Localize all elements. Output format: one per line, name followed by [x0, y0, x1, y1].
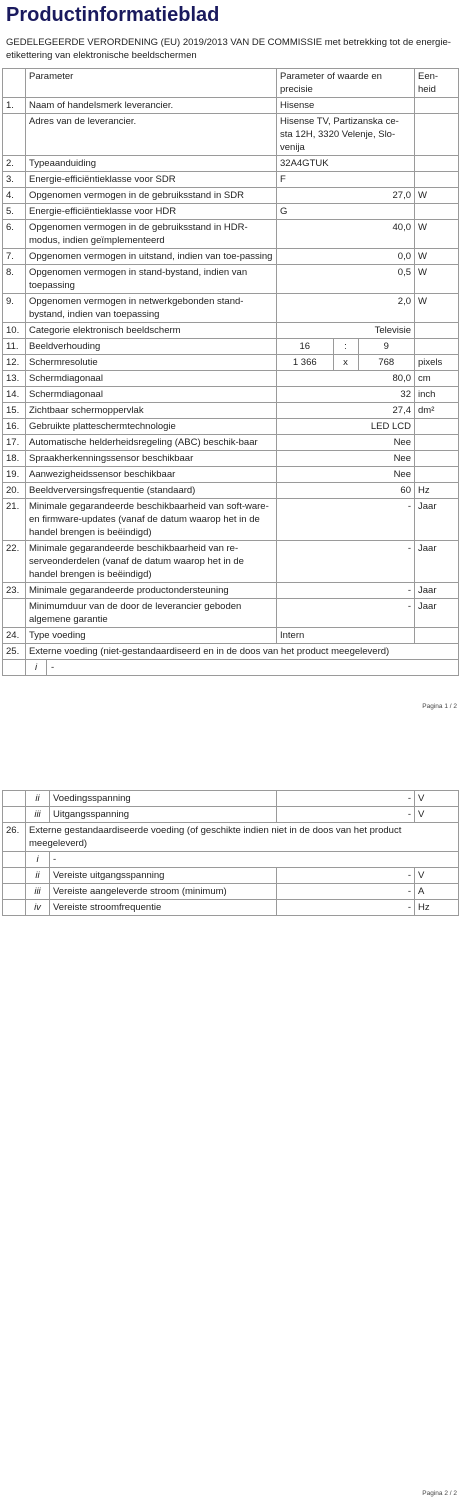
row-unit: cm	[415, 371, 459, 387]
table-row	[3, 339, 459, 355]
row-unit	[415, 435, 459, 451]
row-label: Opgenomen vermogen in uitstand, indien van toe-passing	[26, 249, 277, 265]
row-value: Nee	[277, 451, 415, 467]
row-label: Vereiste aangeleverde stroom (minimum)	[50, 884, 277, 900]
row-value: 0,0	[277, 249, 415, 265]
row-number: 2.	[3, 156, 26, 172]
table-row	[3, 435, 459, 451]
row-unit: dm²	[415, 403, 459, 419]
row-value: 32	[277, 387, 415, 403]
row-label: Zichtbaar schermoppervlak	[26, 403, 277, 419]
row-value: -	[277, 541, 415, 583]
row-number: 4.	[3, 188, 26, 204]
row-number: 14.	[3, 387, 26, 403]
page-number-2: Pagina 2 / 2	[422, 1490, 457, 1497]
table-row-25: 25. Externe voeding (niet-gestandaardiseerd en in de doos van het product meegeleverd)	[3, 644, 459, 660]
table-row	[3, 188, 459, 204]
row-unit: W	[415, 249, 459, 265]
row-number: 13.	[3, 371, 26, 387]
product-info-table	[2, 68, 459, 676]
row-value: -	[277, 791, 415, 807]
table-row	[3, 249, 459, 265]
row-unit	[415, 628, 459, 644]
row-label: Minimale gegarandeerde productondersteuning	[26, 583, 277, 599]
row-label: Opgenomen vermogen in de gebruiksstand in HDR-modus, indien geïmplementeerd	[26, 220, 277, 249]
row-value: G	[277, 204, 415, 220]
row-label: Vereiste uitgangsspanning	[50, 868, 277, 884]
row-number: 15.	[3, 403, 26, 419]
row-value: Televisie	[277, 323, 415, 339]
row-number: 20.	[3, 483, 26, 499]
row-number: 1.	[3, 98, 26, 114]
row-label: Typeaanduiding	[26, 156, 277, 172]
row-label: Gebruikte platteschermtechnologie	[26, 419, 277, 435]
table-row	[3, 294, 459, 323]
row-unit: inch	[415, 387, 459, 403]
row-unit	[415, 204, 459, 220]
row-unit: W	[415, 294, 459, 323]
row-value: 16 : 9	[277, 339, 415, 355]
row-label: Minimale gegarandeerde beschikbaarheid van re-serveonderdelen (vanaf de datum waarop het in de handel brengen is beëindigd)	[26, 541, 277, 583]
row-label: Schermresolutie	[26, 355, 277, 371]
table-row	[3, 807, 459, 823]
row-unit: Hz	[415, 900, 459, 916]
row-value: 1 366 x 768	[277, 355, 415, 371]
row-label: Automatische helderheidsregeling (ABC) beschik-baar	[26, 435, 277, 451]
row-unit: V	[415, 807, 459, 823]
row-unit	[415, 467, 459, 483]
row-label: Naam of handelsmerk leverancier.	[26, 98, 277, 114]
row-label: Energie-efficiëntieklasse voor HDR	[26, 204, 277, 220]
table-row	[3, 791, 459, 807]
regulation-subtitle: GEDELEGEERDE VERORDENING (EU) 2019/2013 VAN DE COMMISSIE met betrekking tot de energie-etikettering van elektronische beeldschermen	[6, 37, 451, 61]
row-value: -	[277, 884, 415, 900]
row-label: Beeldverhouding	[26, 339, 277, 355]
row-unit	[415, 172, 459, 188]
table-row	[3, 220, 459, 249]
row-value: -	[277, 868, 415, 884]
table-row	[3, 265, 459, 294]
row-label: Type voeding	[26, 628, 277, 644]
row-number: 9.	[3, 294, 26, 323]
header-unit: Een-heid	[415, 69, 459, 98]
table-row	[3, 387, 459, 403]
page-title: Productinformatieblad	[6, 4, 220, 26]
row-unit: W	[415, 188, 459, 204]
row-number: 16.	[3, 419, 26, 435]
row-number	[3, 599, 26, 628]
row-unit: pixels	[415, 355, 459, 371]
row-label: Schermdiagonaal	[26, 387, 277, 403]
row-number: 18.	[3, 451, 26, 467]
table-row	[3, 323, 459, 339]
table-row	[3, 419, 459, 435]
row-label: Externe voeding (niet-gestandaardiseerd en in de doos van het product meegeleverd)	[26, 644, 459, 660]
row-value: 80,0	[277, 371, 415, 387]
row-value: 40,0	[277, 220, 415, 249]
row-unit	[415, 323, 459, 339]
row-value: -	[277, 599, 415, 628]
table-row	[3, 868, 459, 884]
row-unit: W	[415, 220, 459, 249]
table-row-26-i	[3, 852, 459, 868]
row-unit	[415, 98, 459, 114]
row-number: 8.	[3, 265, 26, 294]
row-unit	[415, 114, 459, 156]
page-number-1: Pagina 1 / 2	[422, 703, 457, 710]
table-row	[3, 451, 459, 467]
row-label: Minimale gegarandeerde beschikbaarheid van soft-ware- en firmware-updates (vanaf de datum waarop het in de handel brengen is beëindigd)	[26, 499, 277, 541]
table-header	[3, 69, 459, 98]
row-unit: Hz	[415, 483, 459, 499]
table-row	[3, 583, 459, 599]
row-unit	[415, 156, 459, 172]
row-unit: V	[415, 868, 459, 884]
table-row	[3, 467, 459, 483]
row-label: Opgenomen vermogen in de gebruiksstand in SDR	[26, 188, 277, 204]
row-label: Spraakherkenningssensor beschikbaar	[26, 451, 277, 467]
row-value: 2,0	[277, 294, 415, 323]
table-row	[3, 499, 459, 541]
row-value: 27,0	[277, 188, 415, 204]
row-label: Opgenomen vermogen in stand-bystand, indien van toepassing	[26, 265, 277, 294]
row-unit: V	[415, 791, 459, 807]
sub-index: iii	[26, 884, 50, 900]
table-row	[3, 599, 459, 628]
row-value: 0,5	[277, 265, 415, 294]
row-value: 27,4	[277, 403, 415, 419]
table-row	[3, 403, 459, 419]
row-value: Nee	[277, 467, 415, 483]
row-number: 19.	[3, 467, 26, 483]
table-row	[3, 355, 459, 371]
row-label: Beeldverversingsfrequentie (standaard)	[26, 483, 277, 499]
table-row	[3, 172, 459, 188]
row-label: Energie-efficiëntieklasse voor SDR	[26, 172, 277, 188]
row-unit	[415, 419, 459, 435]
table-row-25-i: i -	[3, 660, 459, 676]
row-number: 10.	[3, 323, 26, 339]
sub-index: ii	[26, 868, 50, 884]
row-unit: Jaar	[415, 599, 459, 628]
product-info-table-page2	[2, 790, 459, 916]
table-row	[3, 884, 459, 900]
header-parameter: Parameter	[26, 69, 277, 98]
row-number: 21.	[3, 499, 26, 541]
table-row	[3, 628, 459, 644]
row-label: Uitgangsspanning	[50, 807, 277, 823]
row-number: 5.	[3, 204, 26, 220]
row-unit: W	[415, 265, 459, 294]
row-label: Opgenomen vermogen in netwerkgebonden stand-bystand, indien van toepassing	[26, 294, 277, 323]
row-value: 60	[277, 483, 415, 499]
row-value: -	[277, 807, 415, 823]
sub-index: i	[26, 852, 50, 868]
row-value: -	[277, 900, 415, 916]
row-value: -	[277, 499, 415, 541]
table-row	[3, 371, 459, 387]
table-row	[3, 98, 459, 114]
row-number: 22.	[3, 541, 26, 583]
row-value: Intern	[277, 628, 415, 644]
row-value: -	[277, 583, 415, 599]
sub-index: ii	[26, 791, 50, 807]
row-label: Vereiste stroomfrequentie	[50, 900, 277, 916]
row-number: 23.	[3, 583, 26, 599]
row-number: 11.	[3, 339, 26, 355]
table-row	[3, 114, 459, 156]
row-unit: Jaar	[415, 583, 459, 599]
row-unit: A	[415, 884, 459, 900]
row-value: Hisense	[277, 98, 415, 114]
row-unit: Jaar	[415, 499, 459, 541]
row-value: F	[277, 172, 415, 188]
row-number: 3.	[3, 172, 26, 188]
row-value: LED LCD	[277, 419, 415, 435]
table-row	[3, 483, 459, 499]
table-row	[3, 204, 459, 220]
row-unit	[415, 451, 459, 467]
row-value: -	[50, 852, 459, 868]
table-row	[3, 541, 459, 583]
row-value: Hisense TV, Partizanska ce-sta 12H, 3320 Velenje, Slo-venija	[277, 114, 415, 156]
row-number: 6.	[3, 220, 26, 249]
row-number	[3, 114, 26, 156]
row-label: Categorie elektronisch beeldscherm	[26, 323, 277, 339]
row-label: Schermdiagonaal	[26, 371, 277, 387]
row-unit	[415, 339, 459, 355]
row-label: Voedingsspanning	[50, 791, 277, 807]
row-label: Aanwezigheidssensor beschikbaar	[26, 467, 277, 483]
row-number: 12.	[3, 355, 26, 371]
row-number: 24.	[3, 628, 26, 644]
row-value: Nee	[277, 435, 415, 451]
table-row	[3, 900, 459, 916]
row-number: 17.	[3, 435, 26, 451]
row-label: Externe gestandaardiseerde voeding (of geschikte indien niet in de doos van het product meegeleverd)	[26, 823, 459, 852]
table-row-26: 26. Externe gestandaardiseerde voeding (of geschikte indien niet in de doos van het product meegeleverd)	[3, 823, 459, 852]
sub-index: iii	[26, 807, 50, 823]
row-value: 32A4GTUK	[277, 156, 415, 172]
row-label: Minimumduur van de door de leverancier geboden algemene garantie	[26, 599, 277, 628]
sub-index: iv	[26, 900, 50, 916]
table-row	[3, 156, 459, 172]
row-label: Adres van de leverancier.	[26, 114, 277, 156]
row-unit: Jaar	[415, 541, 459, 583]
header-value: Parameter of waarde en precisie	[277, 69, 415, 98]
row-number: 7.	[3, 249, 26, 265]
